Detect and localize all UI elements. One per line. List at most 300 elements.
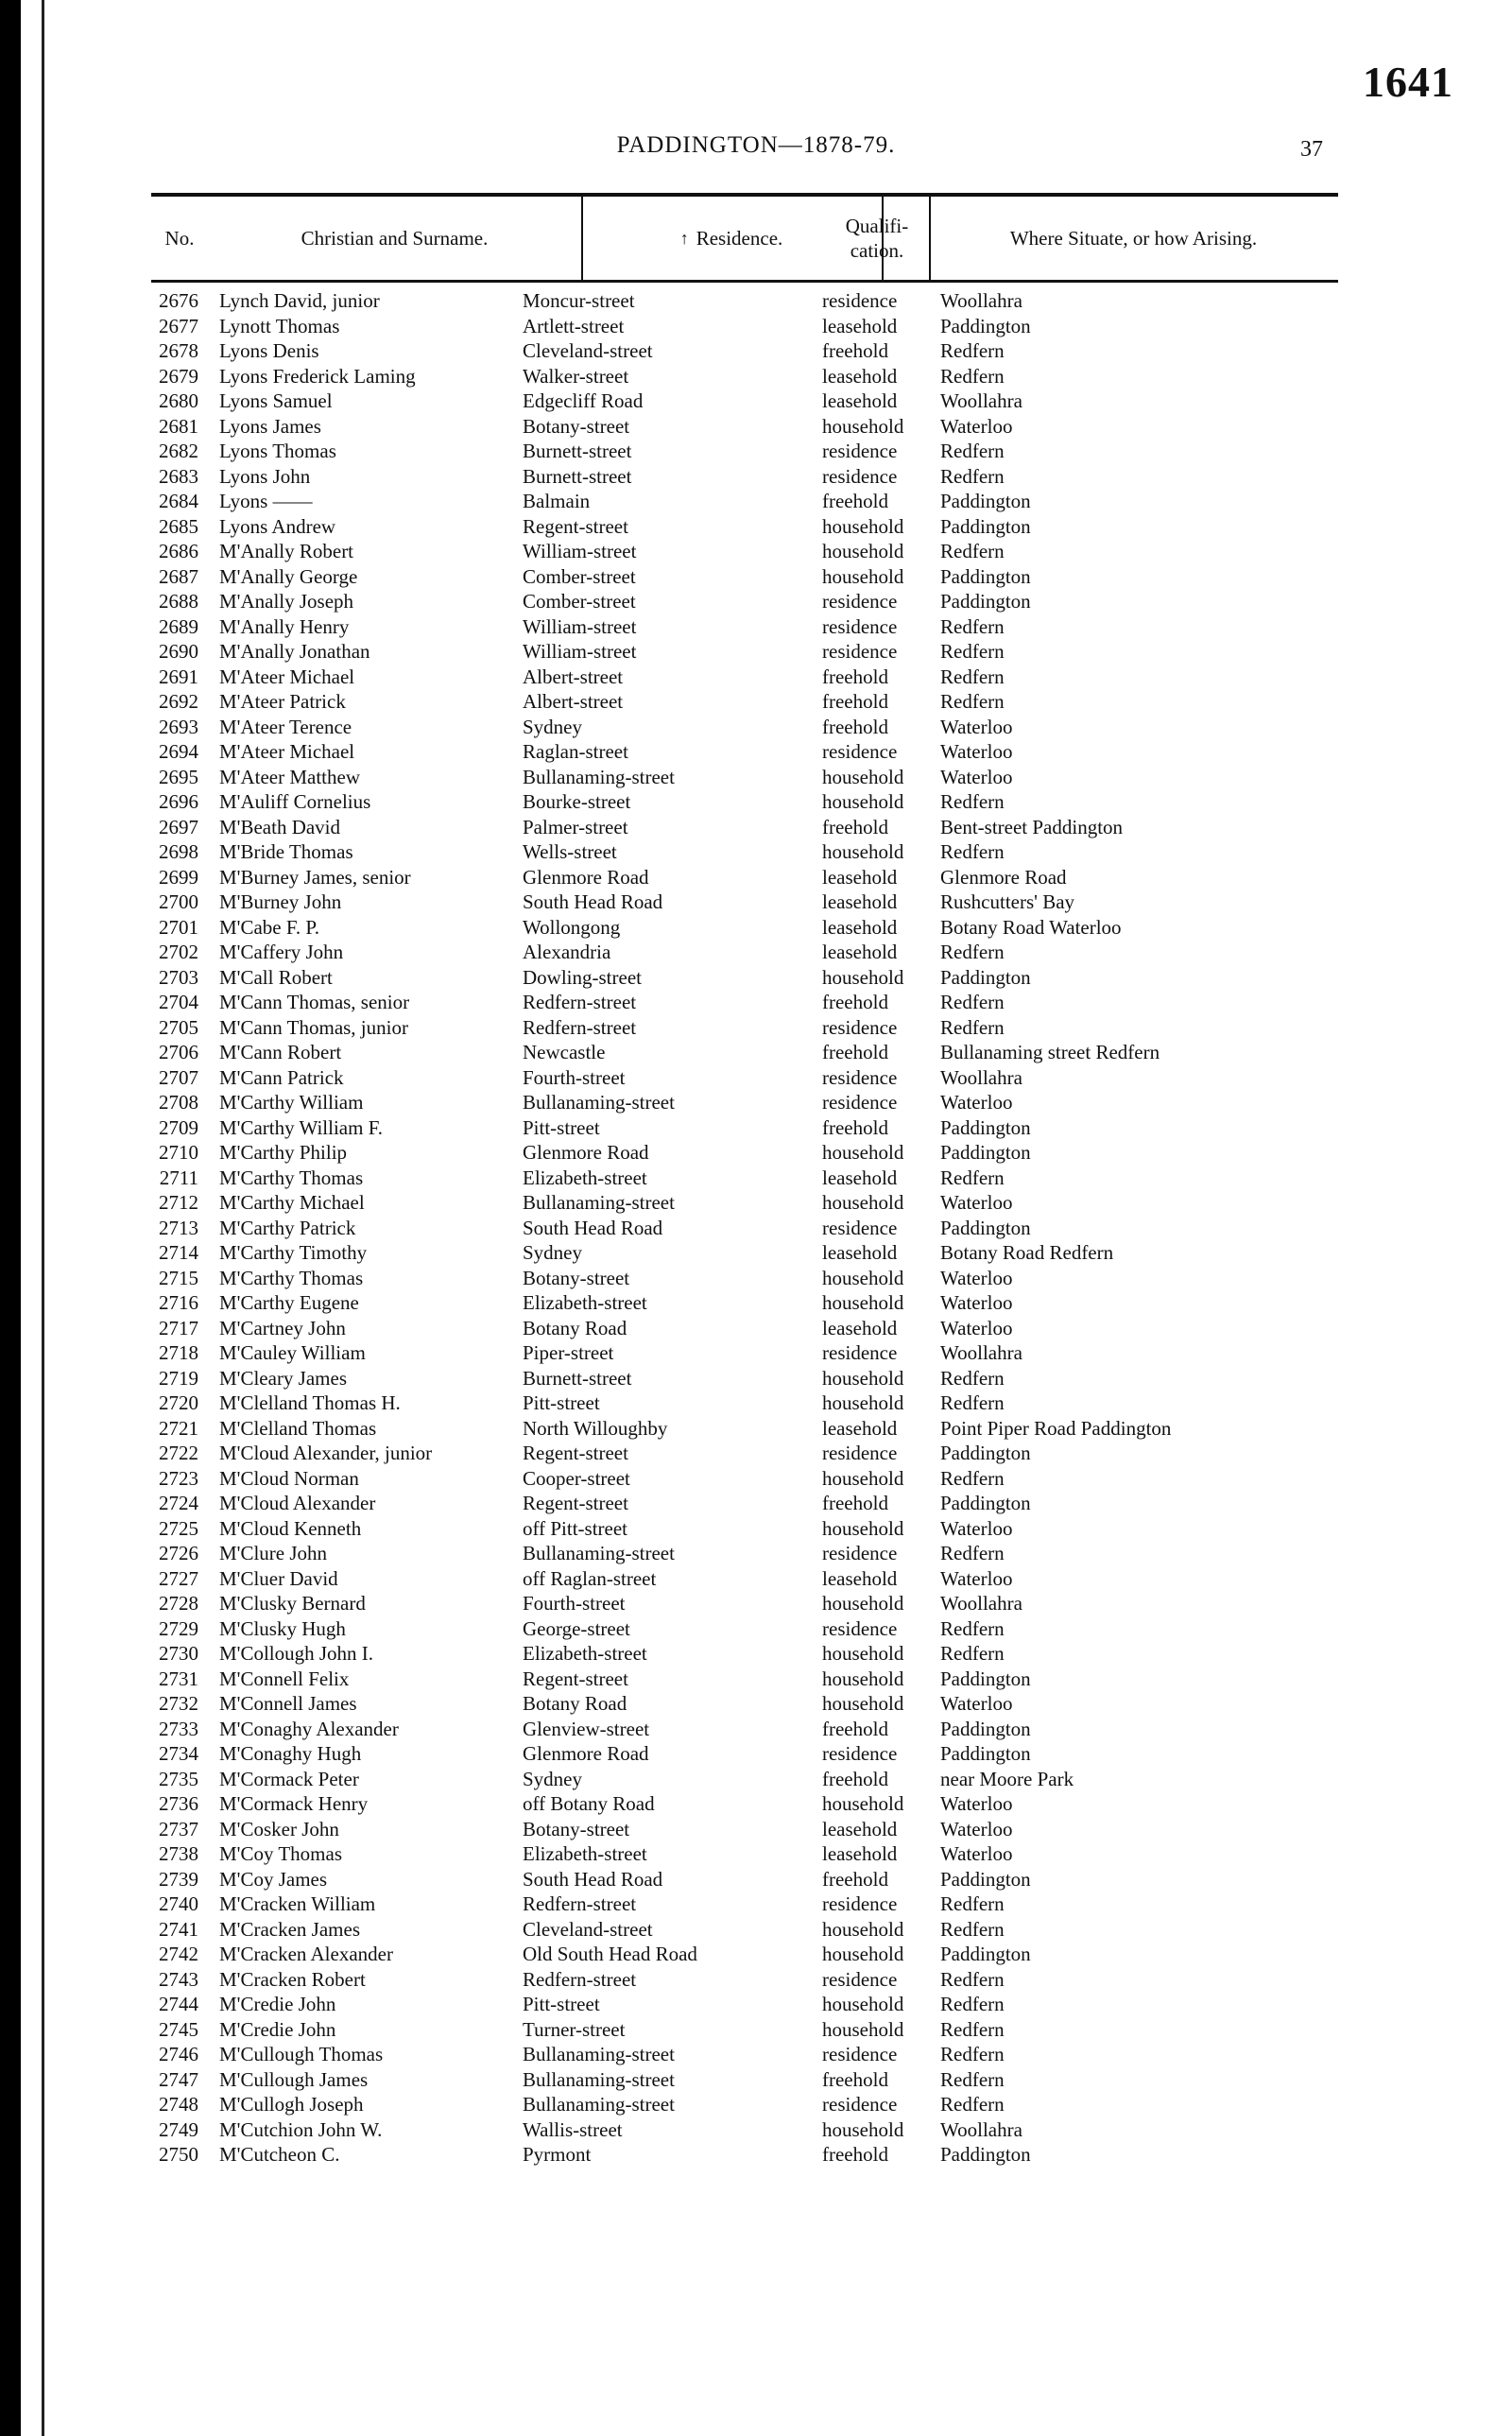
entry-qualification: freehold [822, 1041, 888, 1063]
entry-name: M'Connell Felix [219, 1667, 350, 1690]
entry-residence: William-street [523, 540, 637, 562]
entry-number: 2727 [159, 1566, 198, 1590]
entry-qualification: household [822, 1141, 904, 1164]
entry-number: 2705 [159, 1015, 198, 1039]
entry-where: Waterloo [940, 1692, 1013, 1715]
entry-residence: Turner-street [523, 2017, 626, 2041]
entry-name: M'Cloud Norman [219, 1466, 359, 1490]
entry-name: Lyons Frederick Laming [219, 364, 416, 388]
entry-number: 2681 [159, 414, 198, 438]
table-row [0, 1340, 1512, 1366]
entry-residence: William-street [523, 614, 637, 638]
entry-name: Lyons —— [219, 490, 313, 512]
entry-qualification: household [822, 1692, 904, 1715]
table-row [0, 1967, 1512, 1993]
entry-where: Redfern [940, 2093, 1005, 2116]
entry-residence: Pitt-street [523, 1993, 600, 2015]
table-row [0, 1391, 1512, 1416]
entry-number: 2718 [159, 1341, 198, 1364]
entry-name: M'Cutcheon C. [219, 2143, 340, 2166]
entry-residence: Cleveland-street [523, 1917, 653, 1941]
entry-name: M'Caffery John [219, 941, 344, 963]
entry-number: 2735 [159, 1767, 198, 1790]
entry-where: Redfern [940, 640, 1005, 663]
entry-where: Redfern [940, 840, 1005, 863]
table-row [0, 1841, 1512, 1867]
table-row [0, 1616, 1512, 1642]
entry-residence: South Head Road [523, 1867, 663, 1891]
entry-qualification: household [822, 1917, 904, 1941]
table-row [0, 765, 1512, 790]
entry-name: M'Clelland Thomas H. [219, 1391, 401, 1414]
entry-where: Redfern [940, 440, 1005, 462]
entry-number: 2743 [159, 1967, 198, 1991]
entry-number: 2704 [159, 991, 198, 1013]
entry-number: 2730 [159, 1642, 198, 1665]
entry-name: M'Cormack Peter [219, 1767, 359, 1790]
entry-qualification: leasehold [822, 865, 898, 889]
entry-residence: Bullanaming-street [523, 1091, 675, 1114]
entry-number: 2699 [159, 865, 198, 889]
entry-number: 2720 [159, 1391, 198, 1414]
entry-name: M'Carthy William F. [219, 1115, 383, 1139]
entry-residence: Alexandria [523, 941, 611, 963]
entry-number: 2684 [159, 490, 198, 512]
entry-residence: Sydney [523, 1767, 582, 1790]
entry-number: 2692 [159, 690, 198, 713]
entry-name: M'Cann Patrick [219, 1065, 344, 1089]
entry-name: M'Carthy Thomas [219, 1266, 364, 1289]
entry-number: 2737 [159, 1817, 198, 1840]
table-row [0, 1992, 1512, 2017]
entry-residence: Cooper-street [523, 1466, 630, 1490]
entry-residence: Balmain [523, 490, 591, 512]
table-row [0, 1516, 1512, 1542]
entry-qualification: household [822, 1291, 904, 1314]
entry-name: M'Carthy Michael [219, 1191, 365, 1214]
table-row [0, 2117, 1512, 2143]
entry-where: Redfern [940, 2017, 1005, 2041]
entry-residence: Glenmore Road [523, 865, 649, 889]
entry-name: M'Cloud Alexander, junior [219, 1442, 433, 1464]
running-title: PADDINGTON—1878-79. [616, 132, 896, 158]
entry-where: Waterloo [940, 1516, 1013, 1540]
entry-where: Paddington [940, 1667, 1031, 1690]
entry-residence: Botany-street [523, 414, 630, 438]
entry-where: Redfern [940, 1366, 1005, 1390]
entry-qualification: freehold [822, 1767, 888, 1790]
entry-number: 2709 [159, 1115, 198, 1139]
entry-where: Rushcutters' Bay [940, 890, 1075, 913]
entry-where: Paddington [940, 1492, 1031, 1514]
entry-where: Paddington [940, 514, 1031, 538]
table-row [0, 940, 1512, 965]
entry-qualification: residence [822, 464, 898, 488]
entry-where: Waterloo [940, 1191, 1013, 1214]
entry-number: 2724 [159, 1492, 198, 1514]
table-row [0, 2092, 1512, 2117]
table-row [0, 1366, 1512, 1391]
entry-name: M'Clusky Bernard [219, 1592, 366, 1615]
entry-number: 2702 [159, 941, 198, 963]
entry-number: 2738 [159, 1842, 198, 1865]
table-row [0, 1641, 1512, 1667]
entry-number: 2691 [159, 665, 198, 688]
entry-number: 2689 [159, 614, 198, 638]
entry-number: 2711 [159, 1166, 198, 1189]
entry-where: Redfern [940, 464, 1005, 488]
entry-where: Redfern [940, 1917, 1005, 1941]
entry-qualification: residence [822, 640, 898, 663]
entry-number: 2701 [159, 915, 198, 939]
entry-number: 2698 [159, 840, 198, 863]
entry-number: 2734 [159, 1742, 198, 1765]
entry-number: 2722 [159, 1442, 198, 1464]
entry-number: 2696 [159, 790, 198, 813]
entry-residence: Regent-street [523, 1667, 628, 1690]
entry-residence: Burnett-street [523, 440, 632, 462]
table-row [0, 1491, 1512, 1516]
entry-residence: Redfern-street [523, 1015, 637, 1039]
entry-where: Redfern [940, 941, 1005, 963]
entry-residence: Fourth-street [523, 1065, 626, 1089]
entry-residence: North Willoughby [523, 1416, 668, 1440]
entry-where: Paddington [940, 1216, 1031, 1239]
table-row [0, 1767, 1512, 1792]
entry-residence: off Botany Road [523, 1792, 655, 1815]
entry-qualification: leasehold [822, 1842, 898, 1865]
entry-number: 2688 [159, 590, 198, 613]
entry-residence: Botany Road [523, 1692, 627, 1715]
entry-where: Redfern [940, 1993, 1005, 2015]
entry-number: 2745 [159, 2017, 198, 2041]
entry-name: Lyons James [219, 414, 321, 438]
entry-number: 2729 [159, 1616, 198, 1640]
entry-qualification: household [822, 1792, 904, 1815]
entry-name: M'Carthy Patrick [219, 1216, 356, 1239]
entry-residence: Raglan-street [523, 740, 628, 763]
table-row [0, 1140, 1512, 1166]
entry-residence: Dowling-street [523, 965, 642, 989]
table-row [0, 1190, 1512, 1216]
entry-qualification: household [822, 2017, 904, 2041]
entry-qualification: leasehold [822, 1316, 898, 1339]
entry-name: M'Bride Thomas [219, 840, 353, 863]
entry-number: 2690 [159, 640, 198, 663]
entry-residence: Elizabeth-street [523, 1642, 647, 1665]
entry-name: Lyons Andrew [219, 514, 336, 538]
table-row [0, 639, 1512, 665]
entry-number: 2700 [159, 890, 198, 913]
table-row [0, 1416, 1512, 1442]
entry-number: 2710 [159, 1141, 198, 1164]
entry-number: 2732 [159, 1692, 198, 1715]
table-row [0, 1541, 1512, 1566]
entry-number: 2686 [159, 540, 198, 562]
entry-number: 2678 [159, 339, 198, 362]
entry-qualification: residence [822, 289, 898, 312]
entry-qualification: leasehold [822, 915, 898, 939]
entry-number: 2717 [159, 1316, 198, 1339]
entry-residence: Redfern-street [523, 1892, 637, 1915]
entry-qualification: freehold [822, 490, 888, 512]
entry-where: Bent-street Paddington [940, 815, 1124, 838]
entry-name: M'Cullough James [219, 2067, 369, 2091]
entry-residence: Wells-street [523, 840, 617, 863]
entry-name: M'Credie John [219, 2017, 336, 2041]
entry-name: M'Anally Joseph [219, 590, 354, 613]
entry-name: M'Anally George [219, 564, 358, 588]
table-row [0, 1166, 1512, 1191]
entry-name: M'Cullough Thomas [219, 2043, 384, 2065]
entry-qualification: household [822, 840, 904, 863]
entry-qualification: residence [822, 1015, 898, 1039]
entry-residence: Albert-street [523, 690, 624, 713]
entry-number: 2706 [159, 1041, 198, 1063]
table-row [0, 715, 1512, 740]
table-row [0, 815, 1512, 840]
entry-residence: Moncur-street [523, 289, 635, 312]
table-row [0, 965, 1512, 991]
entry-where: Redfern [940, 1616, 1005, 1640]
entry-residence: Bullanaming-street [523, 2067, 675, 2091]
entry-residence: Botany-street [523, 1817, 630, 1840]
table-row [0, 2142, 1512, 2168]
entry-name: M'Burney John [219, 890, 342, 913]
entry-residence: Regent-street [523, 1442, 628, 1464]
entry-residence: Elizabeth-street [523, 1166, 647, 1189]
entry-name: M'Anally Henry [219, 614, 350, 638]
table-row [0, 439, 1512, 464]
entry-qualification: freehold [822, 665, 888, 688]
entry-number: 2725 [159, 1516, 198, 1540]
entry-name: M'Ateer Michael [219, 740, 355, 763]
entry-name: M'Conaghy Hugh [219, 1742, 362, 1765]
entry-residence: George-street [523, 1616, 630, 1640]
table-row [0, 1817, 1512, 1842]
entry-where: Waterloo [940, 414, 1013, 438]
entry-qualification: freehold [822, 1867, 888, 1891]
entry-residence: Pitt-street [523, 1391, 600, 1414]
entry-qualification: household [822, 790, 904, 813]
entry-residence: Wallis-street [523, 2117, 623, 2141]
entry-name: M'Clelland Thomas [219, 1416, 377, 1440]
table-row [0, 1115, 1512, 1141]
entry-number: 2723 [159, 1466, 198, 1490]
entry-number: 2714 [159, 1241, 198, 1264]
entry-where: Paddington [940, 490, 1031, 512]
entry-number: 2694 [159, 740, 198, 763]
entry-where: Paddington [940, 564, 1031, 588]
entry-where: Redfern [940, 614, 1005, 638]
entry-residence: Albert-street [523, 665, 624, 688]
entry-residence: off Raglan-street [523, 1566, 657, 1590]
entry-qualification: residence [822, 1742, 898, 1765]
entry-number: 2749 [159, 2117, 198, 2141]
entry-where: Botany Road Redfern [940, 1241, 1114, 1264]
entry-residence: Bullanaming-street [523, 1542, 675, 1564]
entry-residence: Wollongong [523, 915, 621, 939]
entry-qualification: household [822, 1391, 904, 1414]
stamp-number: 1641 [1363, 58, 1453, 106]
entry-residence: Glenmore Road [523, 1141, 649, 1164]
entry-name: M'Connell James [219, 1692, 357, 1715]
entry-number: 2715 [159, 1266, 198, 1289]
table-row [0, 1216, 1512, 1241]
entry-name: M'Cracken Alexander [219, 1943, 393, 1965]
entry-where: Woollahra [940, 2117, 1022, 2141]
entry-where: Paddington [940, 965, 1031, 989]
entry-number: 2721 [159, 1416, 198, 1440]
entry-where: Redfern [940, 2043, 1005, 2065]
entry-qualification: leasehold [822, 1566, 898, 1590]
entry-qualification: leasehold [822, 364, 898, 388]
table-row [0, 1266, 1512, 1291]
entry-where: Woollahra [940, 1592, 1022, 1615]
entry-number: 2676 [159, 289, 198, 312]
entry-name: M'Ateer Matthew [219, 765, 360, 788]
table-row [0, 1065, 1512, 1091]
table-row [0, 915, 1512, 941]
header-where: Where Situate, or how Arising. [1009, 226, 1258, 250]
entry-residence: Edgecliff Road [523, 389, 644, 412]
entry-qualification: residence [822, 2043, 898, 2065]
table-row [0, 2067, 1512, 2093]
entry-where: Redfern [940, 1166, 1005, 1189]
entry-qualification: leasehold [822, 941, 898, 963]
entry-name: Lyons Samuel [219, 389, 333, 412]
entry-number: 2713 [159, 1216, 198, 1239]
entry-name: M'Cutchion John W. [219, 2117, 383, 2141]
entry-where: Woollahra [940, 289, 1022, 312]
entry-where: Paddington [940, 1943, 1031, 1965]
entry-qualification: household [822, 514, 904, 538]
table-row [0, 539, 1512, 564]
entry-residence: Elizabeth-street [523, 1291, 647, 1314]
table-row [0, 389, 1512, 414]
entry-name: M'Carthy Philip [219, 1141, 348, 1164]
entry-qualification: freehold [822, 690, 888, 713]
entry-name: Lynch David, junior [219, 289, 380, 312]
entry-where: Woollahra [940, 389, 1022, 412]
entry-where: Paddington [940, 314, 1031, 337]
entry-where: Waterloo [940, 1842, 1013, 1865]
entry-name: M'Anally Robert [219, 540, 354, 562]
entry-name: M'Cormack Henry [219, 1792, 369, 1815]
table-row [0, 1867, 1512, 1892]
entry-number: 2679 [159, 364, 198, 388]
table-row [0, 1466, 1512, 1492]
entry-qualification: household [822, 540, 904, 562]
entry-name: M'Clusky Hugh [219, 1616, 346, 1640]
entry-residence: off Pitt-street [523, 1516, 628, 1540]
entry-number: 2687 [159, 564, 198, 588]
entry-residence: Redfern-street [523, 991, 637, 1013]
entry-qualification: household [822, 2117, 904, 2141]
table-row [0, 1717, 1512, 1742]
entry-name: M'Cleary James [219, 1366, 348, 1390]
entry-residence: Burnett-street [523, 1366, 632, 1390]
entry-residence: Fourth-street [523, 1592, 626, 1615]
entry-name: M'Cracken Robert [219, 1967, 366, 1991]
entry-qualification: residence [822, 1892, 898, 1915]
entry-number: 2739 [159, 1867, 198, 1891]
header-name: Christian and Surname. [208, 197, 583, 280]
header-qualification: Qualifi- cation. [825, 197, 931, 280]
table-row [0, 1741, 1512, 1767]
entry-name: M'Ateer Patrick [219, 690, 346, 713]
header-no: No. [164, 226, 195, 250]
table-row [0, 1441, 1512, 1466]
entry-number: 2747 [159, 2067, 198, 2091]
entry-number: 2703 [159, 965, 198, 989]
entry-residence: Redfern-street [523, 1967, 637, 1991]
entry-number: 2733 [159, 1717, 198, 1740]
entry-name: M'Cartney John [219, 1316, 346, 1339]
entry-name: M'Cracken William [219, 1892, 376, 1915]
table-header [151, 193, 1338, 283]
entry-residence: Bullanaming-street [523, 2093, 675, 2116]
entry-qualification: household [822, 765, 904, 788]
entry-number: 2697 [159, 815, 198, 838]
table-row [0, 1917, 1512, 1943]
table-row [0, 1040, 1512, 1065]
arrow-up-icon: ↑ [679, 228, 689, 248]
entry-name: M'Coy Thomas [219, 1842, 342, 1865]
entry-where: Glenmore Road [940, 865, 1067, 889]
entry-qualification: household [822, 1667, 904, 1690]
entry-residence: South Head Road [523, 890, 663, 913]
entry-name: M'Cosker John [219, 1817, 339, 1840]
entry-residence: Regent-street [523, 1492, 628, 1514]
table-row [0, 1015, 1512, 1041]
entry-qualification: leasehold [822, 1817, 898, 1840]
table-row [0, 990, 1512, 1015]
entry-residence: Old South Head Road [523, 1943, 697, 1965]
entry-where: Redfern [940, 790, 1005, 813]
entry-qualification: freehold [822, 715, 888, 738]
table-row [0, 1892, 1512, 1917]
entry-qualification: leasehold [822, 1241, 898, 1264]
entry-residence: Sydney [523, 1241, 582, 1264]
entry-where: Redfern [940, 2067, 1005, 2091]
entry-qualification: residence [822, 1216, 898, 1239]
table-row [0, 1566, 1512, 1592]
entry-where: near Moore Park [940, 1767, 1074, 1790]
entry-where: Paddington [940, 2143, 1031, 2166]
entry-name: Lyons John [219, 464, 311, 488]
entry-residence: Sydney [523, 715, 582, 738]
entry-qualification: leasehold [822, 1166, 898, 1189]
entry-qualification: freehold [822, 2143, 888, 2166]
table-row [0, 739, 1512, 765]
entry-name: M'Beath David [219, 815, 341, 838]
entry-name: M'Auliff Cornelius [219, 790, 371, 813]
page-number: 37 [1300, 137, 1323, 162]
entry-where: Paddington [940, 1442, 1031, 1464]
entry-where: Waterloo [940, 740, 1013, 763]
entry-residence: Artlett-street [523, 314, 625, 337]
entry-qualification: leasehold [822, 890, 898, 913]
table-row [0, 890, 1512, 915]
table-row [0, 589, 1512, 614]
entry-name: M'Carthy William [219, 1091, 364, 1114]
entry-where: Paddington [940, 1141, 1031, 1164]
entry-residence: Newcastle [523, 1041, 606, 1063]
entry-residence: Comber-street [523, 564, 636, 588]
electoral-roll-table [0, 288, 1512, 2168]
entry-name: M'Cann Thomas, junior [219, 1015, 408, 1039]
